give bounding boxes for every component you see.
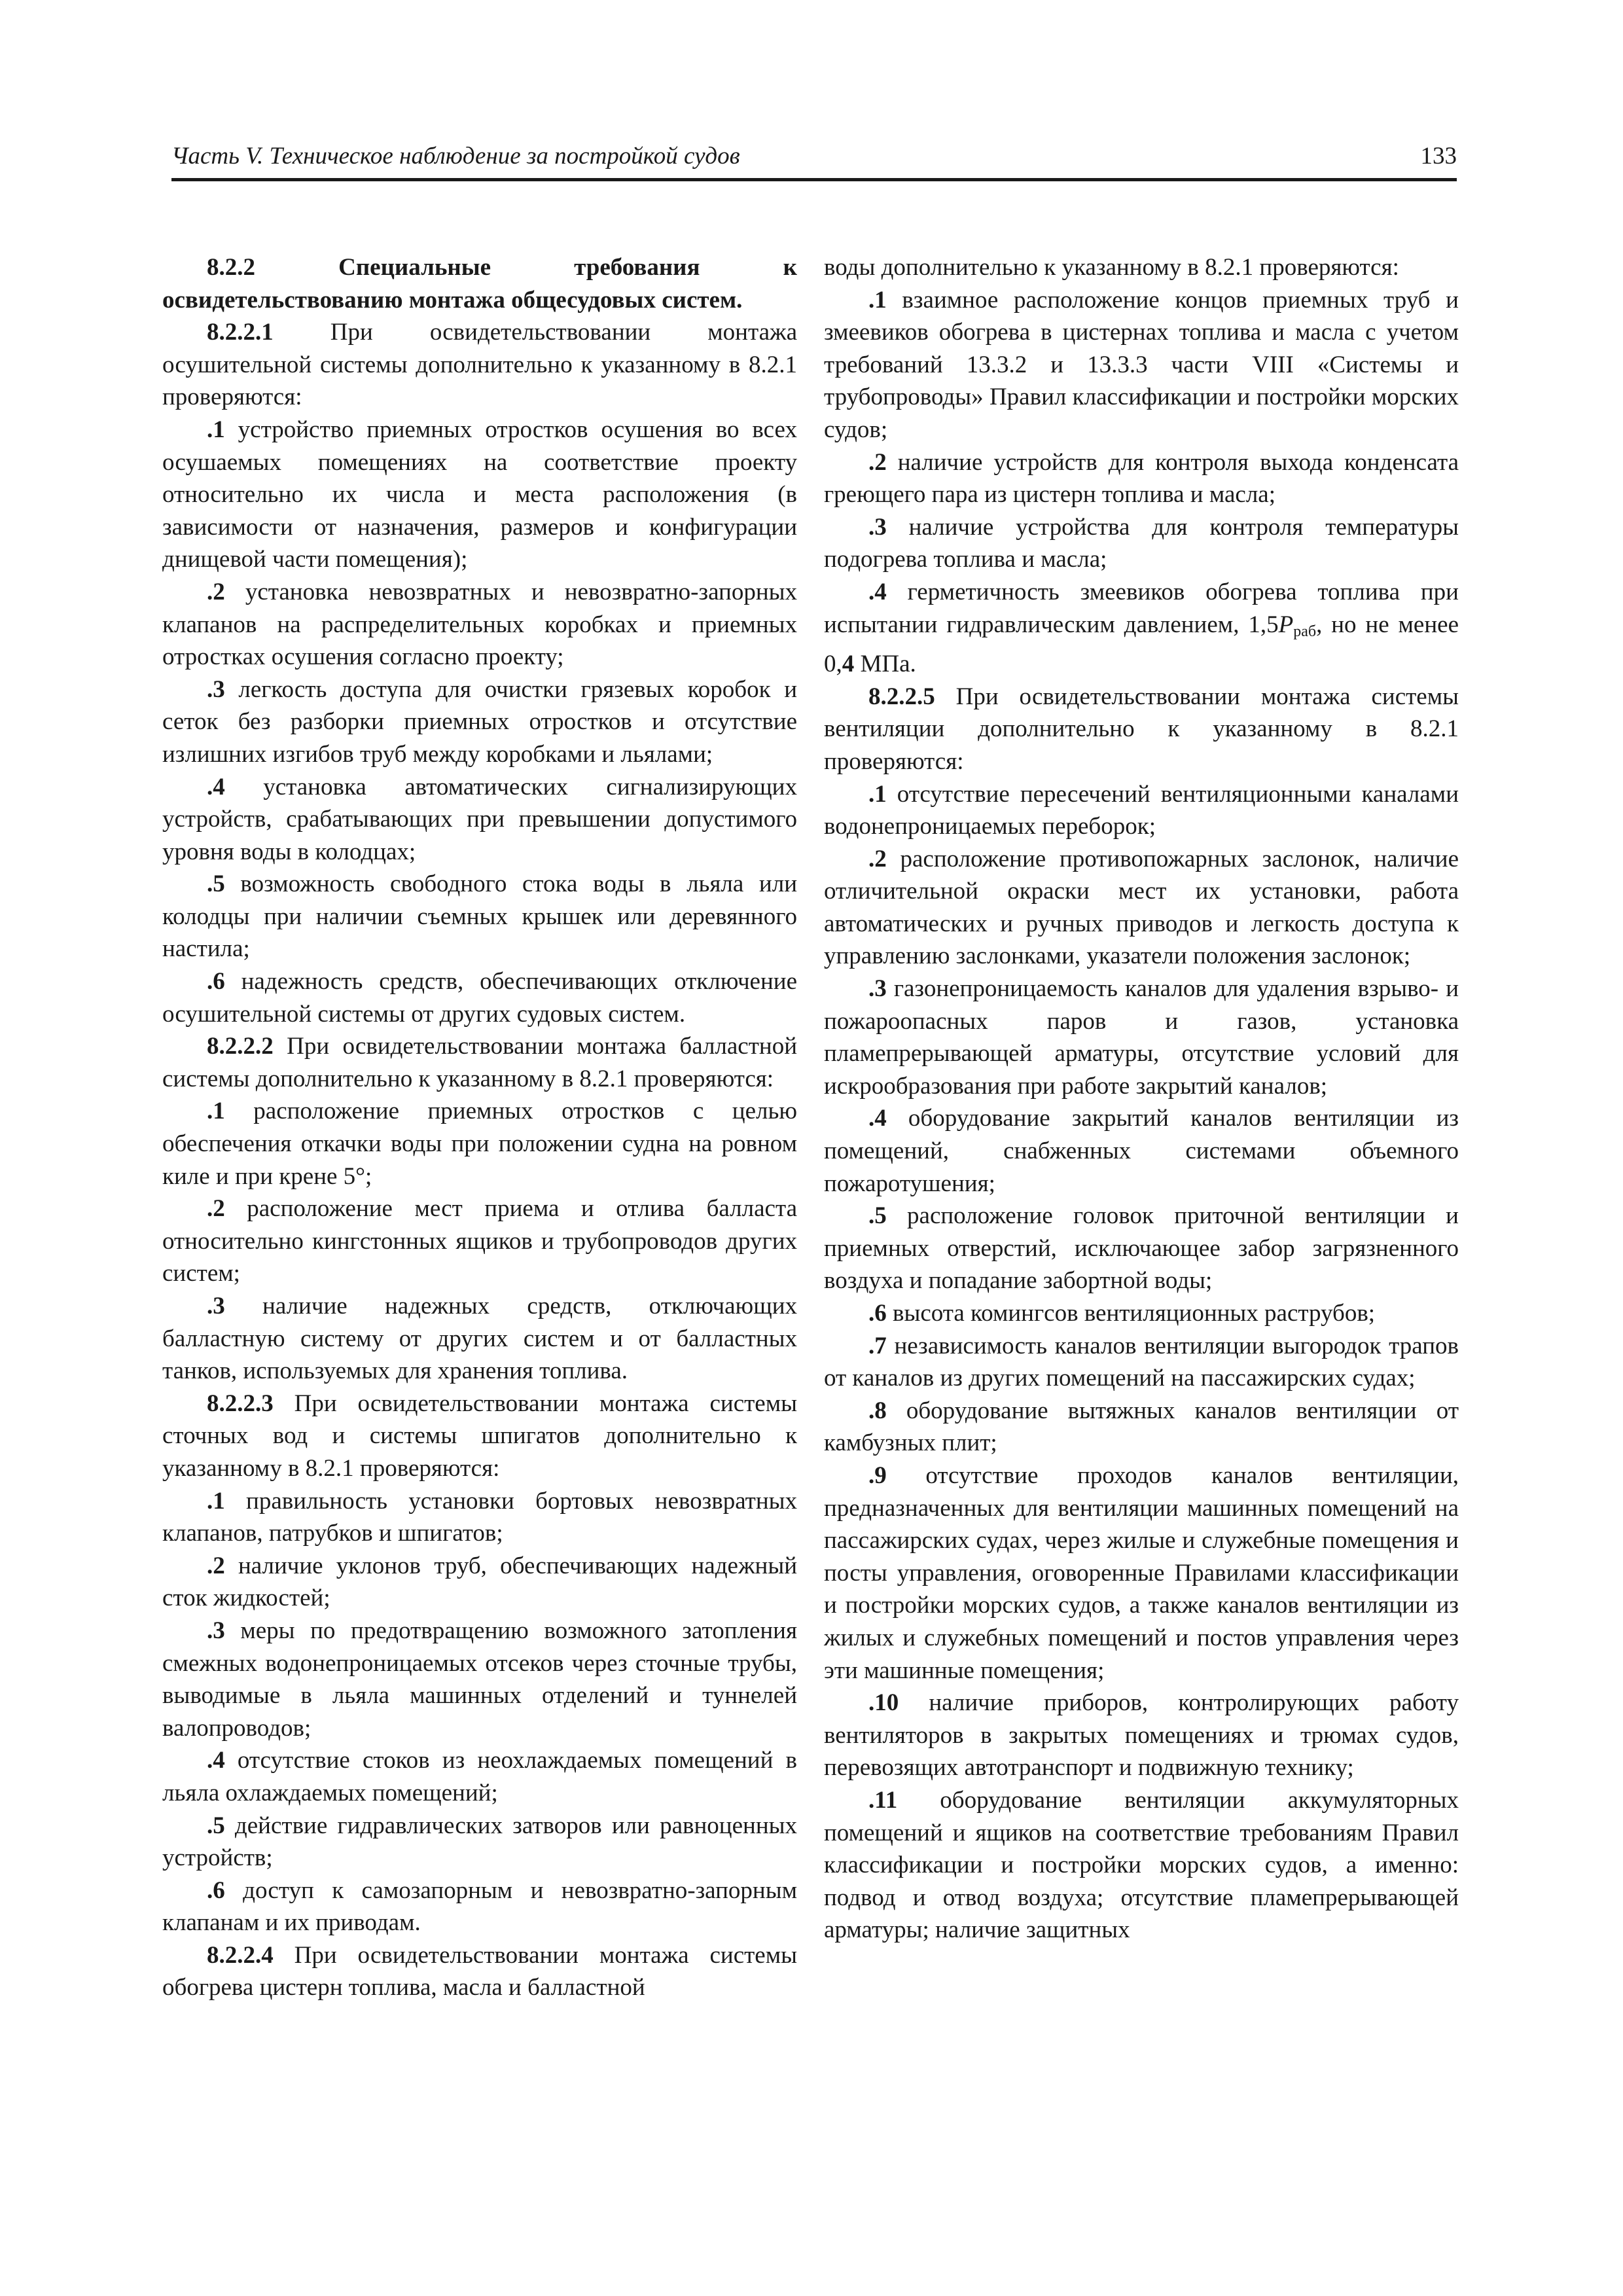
item-number: .6 bbox=[207, 968, 225, 996]
item-text: высота комингсов вентиляционных раструбов; bbox=[886, 1300, 1376, 1327]
list-item bbox=[824, 973, 1459, 1102]
list-item bbox=[824, 1330, 1459, 1395]
clause-number: 8.2.2.5 bbox=[868, 683, 935, 710]
item-number: .5 bbox=[868, 1202, 887, 1230]
item-number: .4 bbox=[868, 578, 887, 605]
paragraph-8-2-2-3 bbox=[162, 1388, 797, 1485]
item-number: .11 bbox=[868, 1786, 898, 1814]
item-number: .5 bbox=[207, 870, 225, 898]
item-number: .2 bbox=[207, 1552, 225, 1579]
item-number: .2 bbox=[207, 1195, 225, 1223]
list-item bbox=[162, 771, 797, 869]
running-title: Часть V. Техническое наблюдение за постройкой судов bbox=[171, 143, 740, 170]
item-text: , но не менее 0, bbox=[824, 611, 1459, 678]
page-number: 133 bbox=[1420, 143, 1457, 170]
clause-text: При освидетельствовании монтажа системы вентиляции дополнительно к указанному в 8.2.1 проверяются: bbox=[824, 683, 1459, 775]
item-number: .2 bbox=[868, 448, 887, 476]
list-item bbox=[162, 1874, 797, 1939]
item-number: .2 bbox=[207, 578, 225, 605]
list-item bbox=[162, 1193, 797, 1290]
item-text: расположение мест приема и отлива балласта относительно кингстонных ящиков и трубопроводов других систем; bbox=[162, 1195, 797, 1287]
item-number: .1 bbox=[868, 780, 887, 808]
item-text: наличие устройства для контроля температуры подогрева топлива и масла; bbox=[824, 513, 1459, 573]
clause-text: При освидетельствовании монтажа системы сточных вод и системы шпигатов дополнительно к указанному в 8.2.1 проверяются: bbox=[162, 1390, 797, 1482]
list-item bbox=[824, 1200, 1459, 1297]
clause-number: 8.2.2.1 bbox=[207, 319, 274, 346]
item-text: возможность свободного стока воды в льяла или колодцы при наличии съемных крышек или деревянного настила; bbox=[162, 870, 797, 963]
item-number: .1 bbox=[207, 1487, 225, 1515]
list-item bbox=[824, 778, 1459, 843]
list-item bbox=[162, 1744, 797, 1809]
item-text: устройство приемных отростков осушения во всех осушаемых помещениях на соответствие проекту относительно их числа и места расположения (в зависимости от назначения, размеров и конфигурации днищевой части помещения); bbox=[162, 416, 797, 573]
item-text: доступ к самозапорным и невозвратно-запорным клапанам и их приводам. bbox=[162, 1876, 797, 1937]
item-text: расположение приемных отростков с целью обеспечения откачки воды при положении судна на ровном киле и при крене 5°; bbox=[162, 1098, 797, 1190]
item-number: .7 bbox=[868, 1332, 887, 1359]
left-column bbox=[162, 251, 797, 2004]
item-number: .3 bbox=[207, 1617, 225, 1644]
item-number: .4 bbox=[207, 1747, 225, 1774]
item-text: меры по предотвращению возможного затопления смежных водонепроницаемых отсеков через сточные трубы, выводимые в льяла машинных отделений и туннелей валопроводов; bbox=[162, 1617, 797, 1742]
item-number: .9 bbox=[868, 1462, 887, 1489]
clause-number: 8.2.2.4 bbox=[207, 1941, 274, 1969]
item-text: независимость каналов вентиляции выгородок трапов от каналов из других помещений на пассажирских судах; bbox=[824, 1332, 1459, 1392]
item-number: .4 bbox=[868, 1105, 887, 1132]
clause-number: 8.2.2.3 bbox=[207, 1390, 274, 1417]
item-number: .6 bbox=[207, 1876, 225, 1904]
item-text: легкость доступа для очистки грязевых коробок и сеток без разборки приемных отростков и отсутствие излишних изгибов труб между коробками и льялами; bbox=[162, 675, 797, 768]
bold-digit: 4 bbox=[842, 651, 855, 678]
item-text: отсутствие стоков из неохлаждаемых помещений в льяла охлаждаемых помещений; bbox=[162, 1747, 797, 1806]
item-number: .10 bbox=[868, 1689, 899, 1717]
paragraph-8-2-2-4-continued: воды дополнительно к указанному в 8.2.1 проверяются: bbox=[824, 254, 1399, 281]
paragraph-8-2-2-5 bbox=[824, 681, 1459, 778]
list-item bbox=[824, 284, 1459, 446]
list-item bbox=[824, 511, 1459, 576]
item-number: .2 bbox=[868, 845, 887, 872]
item-text: расположение головок приточной вентиляции и приемных отверстий, исключающее забор загрязненного воздуха и попадание забортной воды; bbox=[824, 1202, 1459, 1295]
list-item bbox=[824, 843, 1459, 973]
list-item bbox=[824, 576, 1459, 681]
item-number: .4 bbox=[207, 773, 225, 800]
item-text: отсутствие проходов каналов вентиляции, предназначенных для вентиляции машинных помещений на пассажирских судах, через жилые и служебные помещения и посты управления, оговоренные Правилами классификации и постройки морских судов, а также каналов вентиляции из жилых и служебных помещений и постов управления через эти машинные помещения; bbox=[824, 1462, 1459, 1684]
list-item bbox=[162, 965, 797, 1030]
clause-text: При освидетельствовании монтажа системы обогрева цистерн топлива, масла и балластной bbox=[162, 1941, 797, 2001]
item-number: .3 bbox=[207, 675, 225, 703]
item-number: .3 bbox=[868, 513, 887, 541]
item-text: правильность установки бортовых невозвратных клапанов, патрубков и шпигатов; bbox=[162, 1487, 797, 1547]
list-item bbox=[162, 1095, 797, 1193]
list-item bbox=[162, 1615, 797, 1744]
item-text: расположение противопожарных заслонок, наличие отличительной окраски мест их установки, работа автоматических и ручных приводов и легкость доступа к управлению заслонками, указатели положения заслонок; bbox=[824, 845, 1459, 970]
list-item bbox=[162, 576, 797, 673]
list-item bbox=[162, 1290, 797, 1388]
pressure-symbol: P bbox=[1278, 611, 1294, 638]
item-text: оборудование вентиляции аккумуляторных помещений и ящиков на соответствие требованиям Правил классификации и постройки морских судов, а именно: подвод и отвод воздуха; отсутствие пламепрерывающей арматуры; наличие защитных bbox=[824, 1786, 1459, 1944]
list-item bbox=[162, 868, 797, 965]
item-text: наличие приборов, контролирующих работу вентиляторов в закрытых помещениях и трюмах судов, перевозящих автотранспорт и подвижную технику; bbox=[824, 1689, 1459, 1782]
item-number: .6 bbox=[868, 1300, 887, 1327]
item-text: газонепроницаемость каналов для удаления взрыво- и пожароопасных паров и газов, установка пламепрерывающей арматуры, отсутствие условий для искрообразования при работе закрытий каналов; bbox=[824, 975, 1459, 1100]
item-text: наличие надежных средств, отключающих балластную систему от других систем и от балластных танков, используемых для хранения топлива. bbox=[162, 1293, 797, 1385]
item-text: оборудование закрытий каналов вентиляции из помещений, снабженных системами объемного пожаротушения; bbox=[824, 1105, 1459, 1197]
list-item bbox=[824, 1784, 1459, 1946]
item-text: МПа. bbox=[854, 651, 916, 678]
list-item bbox=[824, 1102, 1459, 1200]
item-text: установка невозвратных и невозвратно-запорных клапанов на распределительных коробках и приемных отростках осушения согласно проекту; bbox=[162, 578, 797, 671]
list-item bbox=[162, 673, 797, 771]
list-item bbox=[824, 1297, 1459, 1330]
list-item bbox=[824, 1687, 1459, 1784]
item-text: надежность средств, обеспечивающих отключение осушительной системы от других судовых систем. bbox=[162, 968, 797, 1028]
item-number: .1 bbox=[207, 416, 225, 443]
list-item bbox=[162, 1485, 797, 1550]
item-number: .1 bbox=[207, 1098, 225, 1125]
paragraph-8-2-2-2 bbox=[162, 1030, 797, 1095]
paragraph-8-2-2-1 bbox=[162, 316, 797, 414]
item-text: взаимное расположение концов приемных труб и змеевиков обогрева в цистернах топлива и масла с учетом требований 13.3.2 и 13.3.3 части VIII «Системы и трубопроводы» Правил классификации и постройки морских судов; bbox=[824, 286, 1459, 443]
list-item bbox=[162, 1550, 797, 1615]
item-text: отсутствие пересечений вентиляционными каналами водонепроницаемых переборок; bbox=[824, 780, 1459, 840]
list-item bbox=[824, 1395, 1459, 1460]
item-number: .5 bbox=[207, 1812, 225, 1839]
running-header bbox=[171, 139, 1457, 181]
item-number: .3 bbox=[868, 975, 887, 1003]
item-text: оборудование вытяжных каналов вентиляции от камбузных плит; bbox=[824, 1397, 1459, 1457]
section-heading: 8.2.2 Специальные требования к освидетельствованию монтажа общесудовых систем. bbox=[162, 254, 797, 314]
list-item bbox=[162, 1810, 797, 1874]
item-text: действие гидравлических затворов или равноценных устройств; bbox=[162, 1812, 797, 1872]
right-column bbox=[824, 251, 1459, 1946]
pressure-subscript: раб bbox=[1293, 622, 1317, 640]
list-item bbox=[824, 446, 1459, 511]
paragraph-8-2-2-4 bbox=[162, 1939, 797, 2004]
list-item bbox=[162, 414, 797, 576]
item-text: наличие устройств для контроля выхода конденсата греющего пара из цистерн топлива и масла; bbox=[824, 448, 1459, 509]
item-text: наличие уклонов труб, обеспечивающих надежный сток жидкостей; bbox=[162, 1552, 797, 1612]
list-item bbox=[824, 1460, 1459, 1687]
clause-number: 8.2.2.2 bbox=[207, 1033, 274, 1060]
item-text: установка автоматических сигнализирующих устройств, срабатывающих при превышении допустимого уровня воды в колодцах; bbox=[162, 773, 797, 865]
item-number: .3 bbox=[207, 1293, 225, 1319]
item-number: .8 bbox=[868, 1397, 887, 1424]
clause-text: При освидетельствовании монтажа осушительной системы дополнительно к указанному в 8.2.1 проверяются: bbox=[162, 319, 797, 411]
item-text: герметичность змеевиков обогрева топлива при испытании гидравлическим давлением, 1,5 bbox=[824, 578, 1459, 638]
item-number: .1 bbox=[868, 286, 887, 314]
clause-text: При освидетельствовании монтажа балластной системы дополнительно к указанному в 8.2.1 проверяются: bbox=[162, 1033, 797, 1092]
